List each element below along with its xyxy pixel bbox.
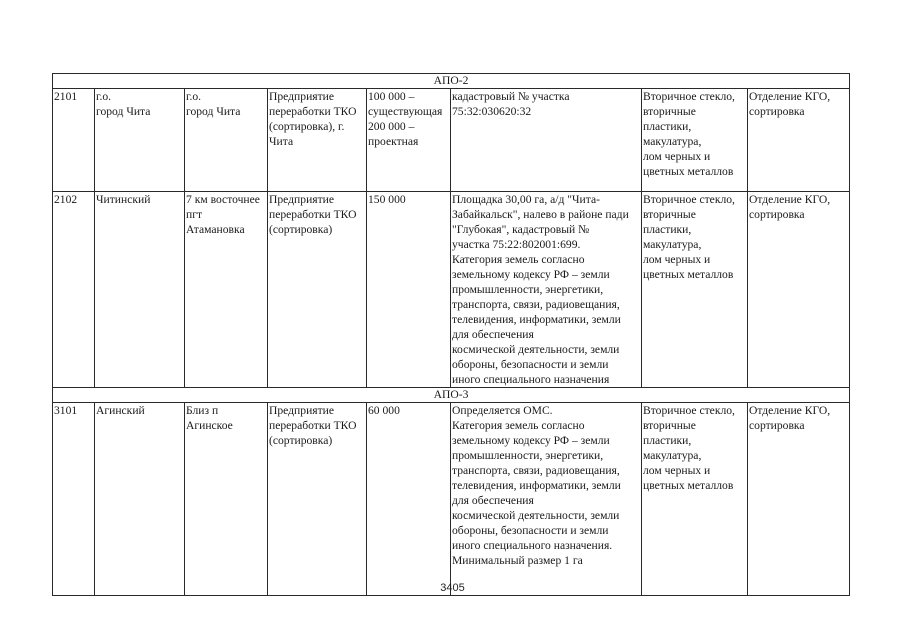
- waste-types-cell: Вторичное стекло, вторичные пластики, макулатура, лом черных и цветных металлов: [642, 192, 748, 388]
- locality-cell: Близ п Агинское: [185, 403, 268, 596]
- capacity-cell: 60 000: [367, 403, 451, 596]
- table-row: [53, 192, 850, 388]
- locality-cell: 7 км восточнее пгт Атамановка: [185, 192, 268, 388]
- object-cell: Предприятие переработки ТКО (сортировка): [268, 403, 367, 596]
- site-cell: Площадка 30,00 га, а/д "Чита- Забайкальск", налево в районе пади "Глубокая", кадастровый № участка 75:22:802001:699. Категория земель согласно земельному кодексу РФ – земли промышленности, энергетики, транспорта, связи, радиовещания, телевидения, информатики, земли для обеспечения космической деятельности, земли обороны, безопасности и земли иного специального назначения: [451, 192, 642, 388]
- district-cell: Читинский: [95, 192, 185, 388]
- district-cell: Агинский: [95, 403, 185, 596]
- district-cell: г.о. город Чита: [95, 89, 185, 192]
- capacity-cell: 100 000 – существующая 200 000 – проектная: [367, 89, 451, 192]
- row-number: 2101: [53, 89, 95, 192]
- table-row: [53, 403, 850, 596]
- facilities-table: [52, 73, 850, 596]
- extraction-cell: Отделение КГО, сортировка: [748, 89, 850, 192]
- row-number: 3101: [53, 403, 95, 596]
- extraction-cell: Отделение КГО, сортировка: [748, 403, 850, 596]
- row-number: 2102: [53, 192, 95, 388]
- extraction-cell: Отделение КГО, сортировка: [748, 192, 850, 388]
- site-cell: Определяется ОМС. Категория земель согласно земельному кодексу РФ – земли промышленности, энергетики, транспорта, связи, радиовещания, телевидения, информатики, земли для обеспечения космической деятельности, земли обороны, безопасности и земли иного специального назначения. Минимальный размер 1 га: [451, 403, 642, 596]
- locality-cell: г.о. город Чита: [185, 89, 268, 192]
- object-cell: Предприятие переработки ТКО (сортировка), г. Чита: [268, 89, 367, 192]
- page-number: 3405: [440, 582, 465, 594]
- waste-types-cell: Вторичное стекло, вторичные пластики, макулатура, лом черных и цветных металлов: [642, 403, 748, 596]
- section-title: АПО-2: [53, 74, 850, 89]
- table-row: [53, 89, 850, 192]
- waste-types-cell: Вторичное стекло, вторичные пластики, макулатура, лом черных и цветных металлов: [642, 89, 748, 192]
- section-header-row: [53, 388, 850, 403]
- section-header-row: [53, 74, 850, 89]
- section-title: АПО-3: [53, 388, 850, 403]
- capacity-cell: 150 000: [367, 192, 451, 388]
- object-cell: Предприятие переработки ТКО (сортировка): [268, 192, 367, 388]
- site-cell: кадастровый № участка 75:32:030620:32: [451, 89, 642, 192]
